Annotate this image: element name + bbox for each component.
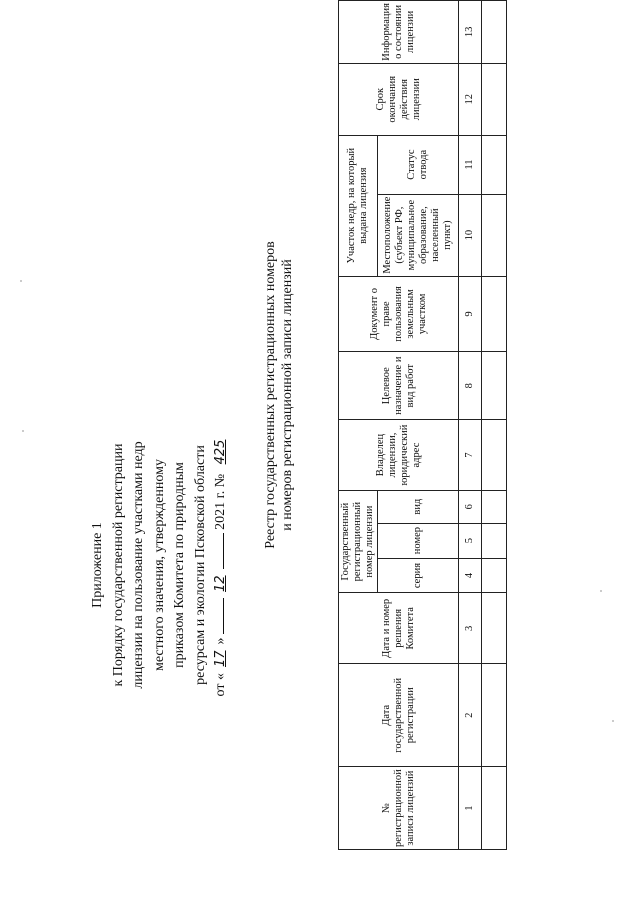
column-number: 11	[459, 135, 482, 194]
header-col-1: № регистрационной записи лицензий	[339, 767, 459, 850]
column-number: 4	[459, 558, 482, 593]
header-col-12: Срок окончания действия лицензии	[339, 63, 459, 135]
appendix-header	[88, 385, 232, 745]
header-col-13: Информация о состоянии лицензии	[339, 1, 459, 64]
header-col-5: номер	[378, 523, 459, 558]
column-number: 5	[459, 523, 482, 558]
scan-speck	[612, 720, 614, 722]
scan-speck	[20, 280, 22, 282]
header-col-10: Местоположение (субъект РФ, муниципальное образование, населенный пункт)	[378, 194, 459, 276]
date-year: 2021 г. №	[213, 473, 228, 530]
header-col-2: Дата государственной регистрации	[339, 664, 459, 767]
header-col-9: Документ о праве пользования земельным участком	[339, 276, 459, 352]
order-number-handwritten: 425	[213, 439, 228, 465]
empty-cell	[482, 593, 507, 664]
column-number: 9	[459, 276, 482, 352]
registry-title-line-1: Реестр государственных регистрационных номеров	[263, 241, 278, 549]
appendix-line-2: к Порядку государственной регистрации	[110, 443, 126, 687]
appendix-title: Приложение 1	[90, 522, 105, 608]
empty-cell	[482, 664, 507, 767]
header-col-7: Владелец лицензии, юридический адрес	[339, 420, 459, 491]
date-blank-line	[211, 598, 224, 634]
scan-speck	[600, 590, 602, 592]
header-col-8: Целевое назначение и вид работ	[339, 352, 459, 420]
empty-cell	[482, 1, 507, 64]
registry-table	[338, 0, 507, 850]
empty-cell	[482, 135, 507, 194]
registry-title	[262, 185, 296, 605]
empty-cell	[482, 767, 507, 850]
date-month-handwritten: 12	[213, 575, 228, 592]
appendix-line-4: местного значения, утвержденному	[151, 459, 167, 671]
appendix-line-5: приказом Комитета по природным	[172, 462, 187, 668]
header-group-site: Участок недр, на который выдана лицензия	[339, 135, 378, 276]
empty-cell	[482, 523, 507, 558]
header-col-4: серия	[378, 558, 459, 593]
empty-cell	[482, 558, 507, 593]
column-number: 1	[459, 767, 482, 850]
column-number: 2	[459, 664, 482, 767]
appendix-line-6: ресурсам и экологии Псковской области	[192, 445, 208, 685]
column-number: 6	[459, 490, 482, 523]
column-number: 13	[459, 1, 482, 64]
scan-speck	[22, 430, 24, 432]
empty-cell	[482, 420, 507, 491]
column-number: 8	[459, 352, 482, 420]
column-number-row	[459, 1, 482, 850]
empty-cell	[482, 276, 507, 352]
header-col-11: Статус отвода	[378, 135, 459, 194]
empty-cell	[482, 490, 507, 523]
date-prefix: от «	[213, 673, 228, 697]
header-col-3: Дата и номер решения Комитета	[339, 593, 459, 664]
column-number: 3	[459, 593, 482, 664]
registry-title-line-2: и номеров регистрационной записи лицензий	[280, 259, 295, 531]
header-group-state-number: Государственный регистрационный номер лицензии	[339, 490, 378, 593]
date-blank-line-2	[211, 533, 224, 569]
date-day-handwritten: 17	[213, 650, 228, 668]
empty-cell	[482, 352, 507, 420]
column-number: 12	[459, 63, 482, 135]
empty-table-row	[482, 1, 507, 850]
appendix-line-3: лицензии на пользование участками недр	[131, 441, 146, 689]
empty-cell	[482, 63, 507, 135]
order-date-line	[211, 385, 232, 745]
header-col-6: вид	[378, 490, 459, 523]
column-number: 7	[459, 420, 482, 491]
date-mid: »	[213, 637, 228, 645]
column-number: 10	[459, 194, 482, 276]
empty-cell	[482, 194, 507, 276]
